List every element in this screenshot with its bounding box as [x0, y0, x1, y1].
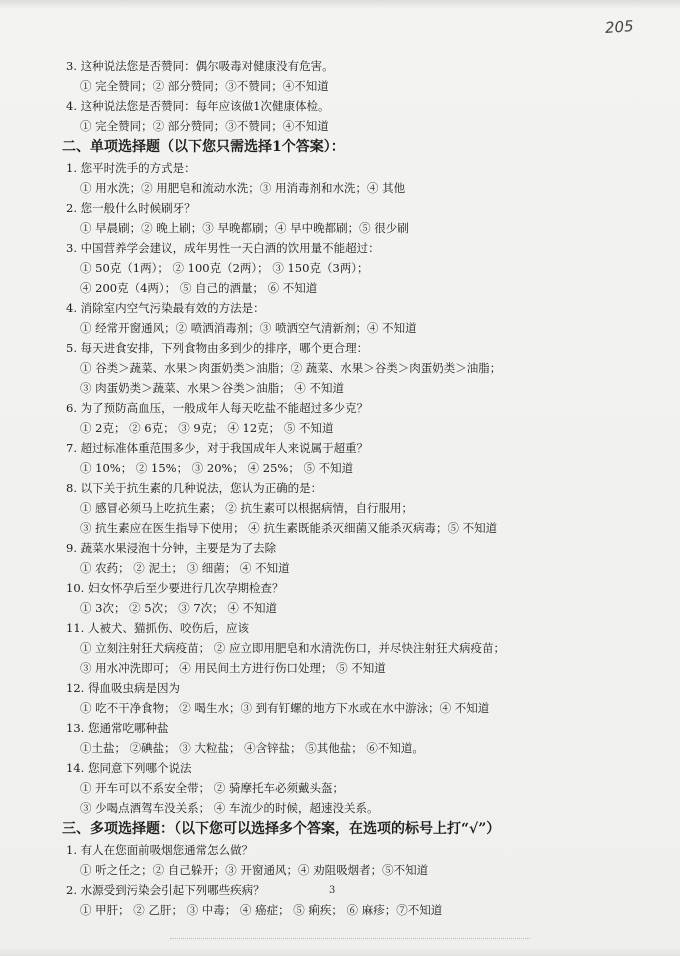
handwritten-page-number: 205 — [604, 17, 635, 37]
question-text: 2. 水源受到污染会引起下列哪些疾病？ — [66, 883, 265, 897]
answer-options: ① 50克（1两）； ② 100克（2两）； ③ 150克（3两）； — [80, 261, 369, 275]
question-text: 6. 为了预防高血压，一般成年人每天吃盐不能超过多少克？ — [66, 401, 369, 415]
question-text: 4. 消除室内空气污染最有效的方法是： — [66, 301, 265, 315]
answer-options: ①土盐； ②碘盐； ③ 大粒盐； ④含锌盐； ⑤其他盐； ⑥不知道。 — [80, 741, 424, 755]
scan-bottom-edge — [0, 946, 680, 956]
question-text: 11. 人被犬、猫抓伤、咬伤后，应该 — [66, 621, 249, 635]
questionnaire-body — [62, 56, 646, 920]
question-text: 4. 这种说法您是否赞同：每年应该做1次健康体检。 — [66, 99, 330, 113]
answer-options: ③ 抗生素应在医生指导下使用； ④ 抗生素既能杀灭细菌又能杀灭病毒；⑤ 不知道 — [80, 521, 498, 535]
question-text: 7. 超过标准体重范围多少，对于我国成年人来说属于超重？ — [66, 441, 369, 455]
question-text: 3. 中国营养学会建议，成年男性一天白酒的饮用量不能超过： — [66, 241, 380, 255]
question-text: 12. 得血吸虫病是因为 — [66, 681, 180, 695]
answer-options: ① 用水洗；② 用肥皂和流动水洗；③ 用消毒剂和水洗；④ 其他 — [80, 181, 406, 195]
section-heading: 三、多项选择题：（以下您可以选择多个答案，在选项的标号上打“√”） — [62, 821, 501, 837]
answer-options: ③ 少喝点酒驾车没关系； ④ 车流少的时候，超速没关系。 — [80, 801, 379, 815]
answer-options: ① 完全赞同；② 部分赞同；③不赞同；④不知道 — [80, 119, 329, 133]
question-text: 1. 您平时洗手的方式是： — [66, 161, 196, 175]
answer-options: ① 甲肝； ② 乙肝； ③ 中毒； ④ 癌症； ⑤ 痢疾； ⑥ 麻疹；⑦不知道 — [80, 903, 443, 917]
page-number: 3 — [329, 885, 336, 896]
section-heading: 二、单项选择题（以下您只需选择1个答案）： — [62, 139, 345, 155]
answer-options: ① 吃不干净食物； ② 喝生水；③ 到有钉螺的地方下水或在水中游泳；④ 不知道 — [80, 701, 490, 715]
answer-options: ① 开车可以不系安全带； ② 骑摩托车必须戴头盔； — [80, 781, 344, 795]
scan-top-edge — [0, 0, 680, 8]
question-text: 5. 每天进食安排，下列食物由多到少的排序，哪个更合理： — [66, 341, 369, 355]
answer-options: ③ 肉蛋奶类＞蔬菜、水果＞谷类＞油脂； ④ 不知道 — [80, 381, 344, 395]
answer-options: ① 完全赞同；② 部分赞同；③不赞同；④不知道 — [80, 79, 329, 93]
question-text: 3. 这种说法您是否赞同：偶尔吸毒对健康没有危害。 — [66, 59, 334, 73]
scan-artifact — [170, 938, 530, 943]
answer-options: ① 听之任之；② 自己躲开；③ 开窗通风；④ 劝阻吸烟者；⑤不知道 — [80, 863, 429, 877]
answer-options: ① 10%； ② 15%； ③ 20%； ④ 25%； ⑤ 不知道 — [80, 461, 354, 475]
question-text: 10. 妇女怀孕后至少要进行几次孕期检查？ — [66, 581, 284, 595]
answer-options: ① 经常开窗通风；② 喷洒消毒剂；③ 喷洒空气清新剂；④ 不知道 — [80, 321, 417, 335]
answer-options: ① 2克； ② 6克； ③ 9克； ④ 12克； ⑤ 不知道 — [80, 421, 334, 435]
question-text: 13. 您通常吃哪种盐 — [66, 721, 169, 735]
question-text: 14. 您同意下列哪个说法 — [66, 761, 192, 775]
answer-options: ① 谷类＞蔬菜、水果＞肉蛋奶类＞油脂；② 蔬菜、水果＞谷类＞肉蛋奶类＞油脂； — [80, 361, 502, 375]
answer-options: ① 立刻注射狂犬病疫苗； ② 应立即用肥皂和水清洗伤口，并尽快注射狂犬病疫苗； — [80, 641, 505, 655]
answer-options: ① 农药； ② 泥土； ③ 细菌； ④ 不知道 — [80, 561, 290, 575]
question-text: 9. 蔬菜水果浸泡十分钟，主要是为了去除 — [66, 541, 277, 555]
question-text: 1. 有人在您面前吸烟您通常怎么做？ — [66, 843, 254, 857]
answer-options: ① 3次； ② 5次； ③ 7次； ④ 不知道 — [80, 601, 278, 615]
question-text: 2. 您一般什么时候刷牙？ — [66, 201, 196, 215]
answer-options: ① 早晨刷；② 晚上刷；③ 早晚都刷；④ 早中晚都刷；⑤ 很少刷 — [80, 221, 409, 235]
answer-options: ④ 200克（4两）； ⑤ 自己的酒量； ⑥ 不知道 — [80, 281, 318, 295]
question-text: 8. 以下关于抗生素的几种说法，您认为正确的是： — [66, 481, 323, 495]
answer-options: ① 感冒必须马上吃抗生素； ② 抗生素可以根据病情，自行服用； — [80, 501, 413, 515]
answer-options: ③ 用水冲洗即可； ④ 用民间土方进行伤口处理； ⑤ 不知道 — [80, 661, 386, 675]
